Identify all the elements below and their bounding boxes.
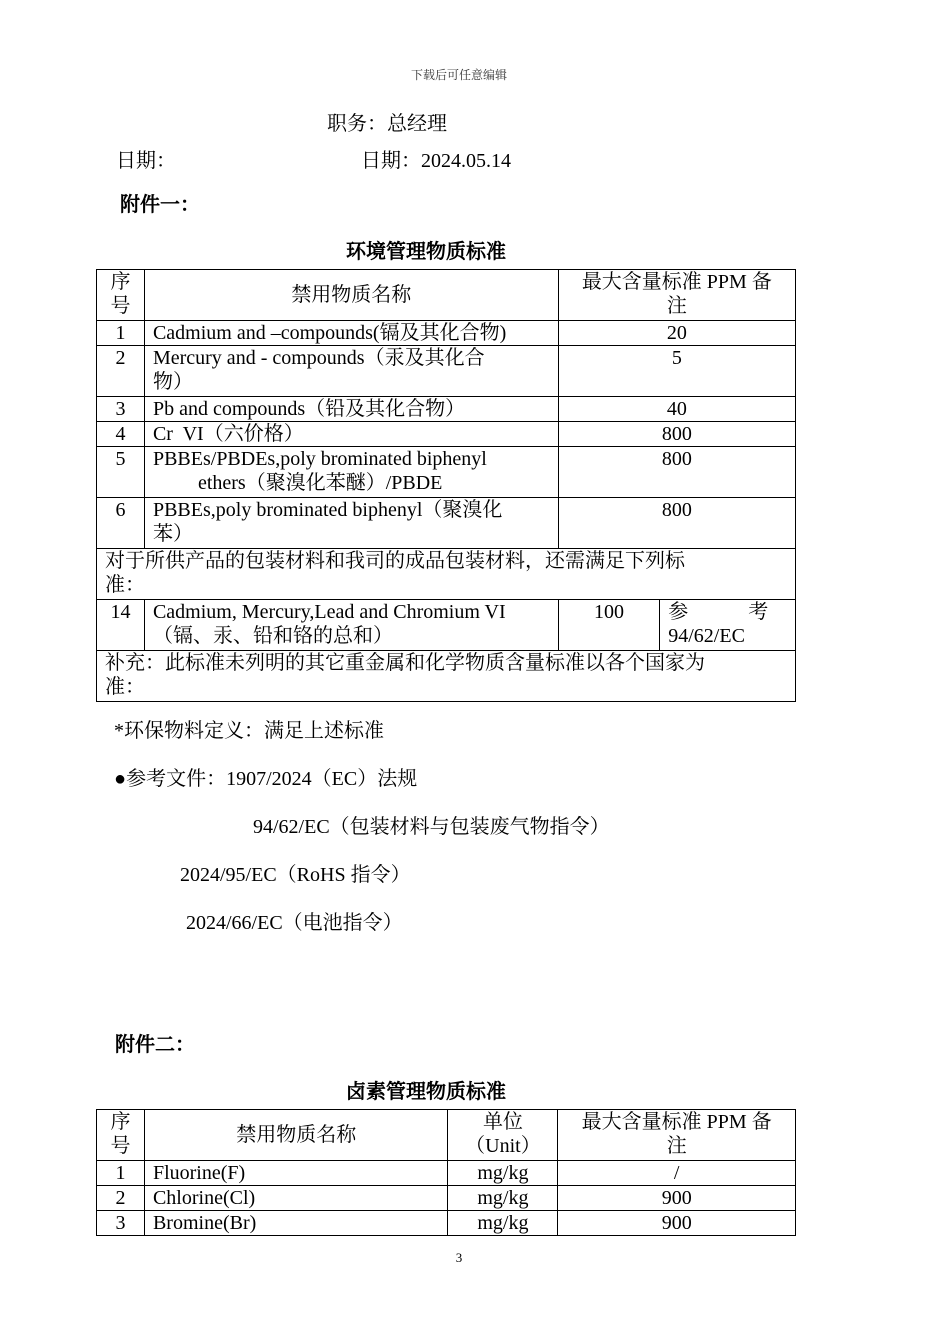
row-name bbox=[144, 600, 558, 651]
row-no: 1 bbox=[97, 1161, 145, 1186]
attachment1-title: 环境管理物质标准 bbox=[346, 241, 506, 263]
row-name: Bromine(Br) bbox=[144, 1211, 448, 1236]
table-row bbox=[97, 600, 796, 651]
page-number: 3 bbox=[455, 1250, 463, 1265]
halogen-substances-table bbox=[96, 1109, 796, 1236]
header-unit bbox=[448, 1110, 558, 1161]
date-right: 日期：2024.05.14 bbox=[361, 150, 511, 172]
table-row bbox=[97, 346, 796, 397]
environmental-substances-table bbox=[96, 269, 796, 702]
row-unit: mg/kg bbox=[448, 1161, 558, 1186]
row-name: Pb and compounds（铅及其化合物） bbox=[144, 397, 558, 422]
packaging-note bbox=[97, 549, 796, 600]
header-name: 禁用物质名称 bbox=[144, 270, 558, 321]
header-no: 序号 bbox=[97, 1110, 145, 1161]
row-no: 3 bbox=[97, 1211, 145, 1236]
reference-battery-directive: 2024/66/EC（电池指令） bbox=[186, 912, 403, 934]
row-reference bbox=[660, 600, 796, 651]
header-no: 序号 bbox=[97, 270, 145, 321]
row-name: Chlorine(Cl) bbox=[144, 1186, 448, 1211]
row-limit: 800 bbox=[558, 422, 795, 447]
row-limit: 800 bbox=[558, 498, 795, 549]
row-name: Cr VI（六价格） bbox=[144, 422, 558, 447]
reference-packaging-directive: 94/62/EC（包装材料与包装废气物指令） bbox=[253, 816, 610, 838]
packaging-note-row bbox=[97, 549, 796, 600]
row-name-line2: （镉、汞、铅和铬的总和） bbox=[152, 625, 393, 647]
row-name-line1: PBBEs/PBDEs,poly brominated biphenyl bbox=[152, 448, 487, 470]
packaging-note-line2: 准： bbox=[105, 574, 145, 596]
header-limit: 最大含量标准 PPM 备注 bbox=[558, 1110, 796, 1161]
header-unit-line2: （Unit） bbox=[465, 1135, 541, 1157]
row-name-line2: 物） bbox=[152, 371, 193, 393]
attachment2-label: 附件二： bbox=[115, 1034, 195, 1056]
row-limit: 900 bbox=[558, 1211, 796, 1236]
reference-documents-lead: ●参考文件：1907/2024（EC）法规 bbox=[114, 768, 418, 790]
packaging-note-line1: 对于所供产品的包装材料和我司的成品包装材料，还需满足下列标 bbox=[105, 550, 685, 572]
row-limit: 20 bbox=[558, 321, 795, 346]
row-limit: 40 bbox=[558, 397, 795, 422]
row-reference-line1: 参 考 bbox=[668, 601, 769, 623]
table-row bbox=[97, 321, 796, 346]
supplement-note bbox=[97, 651, 796, 702]
row-limit: / bbox=[558, 1161, 796, 1186]
row-limit: 5 bbox=[558, 346, 795, 397]
table-row bbox=[97, 447, 796, 498]
supplement-note-line2: 准： bbox=[105, 676, 145, 698]
date-left: 日期： bbox=[116, 150, 176, 172]
supplement-note-line1: 补充：此标准未列明的其它重金属和化学物质含量标准以各个国家为 bbox=[105, 652, 705, 674]
row-no: 6 bbox=[97, 498, 145, 549]
row-no: 5 bbox=[97, 447, 145, 498]
table-row bbox=[97, 397, 796, 422]
row-no: 3 bbox=[97, 397, 145, 422]
row-name: Fluorine(F) bbox=[144, 1161, 448, 1186]
row-unit: mg/kg bbox=[448, 1186, 558, 1211]
table-row bbox=[97, 1211, 796, 1236]
table-row bbox=[97, 1186, 796, 1211]
row-name bbox=[144, 498, 558, 549]
row-reference-line2: 94/62/EC bbox=[668, 625, 745, 647]
row-name-line2: 苯） bbox=[152, 523, 193, 545]
row-no: 4 bbox=[97, 422, 145, 447]
position-line: 职务：总经理 bbox=[327, 113, 447, 135]
header-limit: 最大含量标准 PPM 备注 bbox=[558, 270, 795, 321]
row-name-line1: Mercury and - compounds（汞及其化合 bbox=[152, 347, 485, 369]
header-name: 禁用物质名称 bbox=[144, 1110, 448, 1161]
row-name-line2: ethers（聚溴化苯醚）/PBDE bbox=[197, 472, 443, 494]
row-name bbox=[144, 346, 558, 397]
row-no: 1 bbox=[97, 321, 145, 346]
table-header-row bbox=[97, 270, 796, 321]
table-row bbox=[97, 498, 796, 549]
header-unit-line1: 单位 bbox=[482, 1111, 523, 1133]
row-name-line1: Cadmium, Mercury,Lead and Chromium VI bbox=[152, 601, 506, 623]
row-limit: 800 bbox=[558, 447, 795, 498]
row-name: Cadmium and –compounds(镉及其化合物) bbox=[144, 321, 558, 346]
table-row bbox=[97, 422, 796, 447]
row-limit: 900 bbox=[558, 1186, 796, 1211]
attachment2-title: 卤素管理物质标准 bbox=[346, 1081, 506, 1103]
table-row bbox=[97, 1161, 796, 1186]
row-unit: mg/kg bbox=[448, 1211, 558, 1236]
attachment1-label: 附件一： bbox=[120, 194, 200, 216]
row-name-line1: PBBEs,poly brominated biphenyl（聚溴化 bbox=[152, 499, 503, 521]
eco-material-definition: *环保物料定义：满足上述标准 bbox=[114, 720, 384, 742]
reference-rohs-directive: 2024/95/EC（RoHS 指令） bbox=[180, 864, 411, 886]
row-name bbox=[144, 447, 558, 498]
row-no: 14 bbox=[97, 600, 145, 651]
supplement-note-row bbox=[97, 651, 796, 702]
table-header-row bbox=[97, 1110, 796, 1161]
row-no: 2 bbox=[97, 346, 145, 397]
row-no: 2 bbox=[97, 1186, 145, 1211]
page-header: 下载后可任意编辑 bbox=[410, 68, 507, 82]
row-limit: 100 bbox=[558, 600, 660, 651]
